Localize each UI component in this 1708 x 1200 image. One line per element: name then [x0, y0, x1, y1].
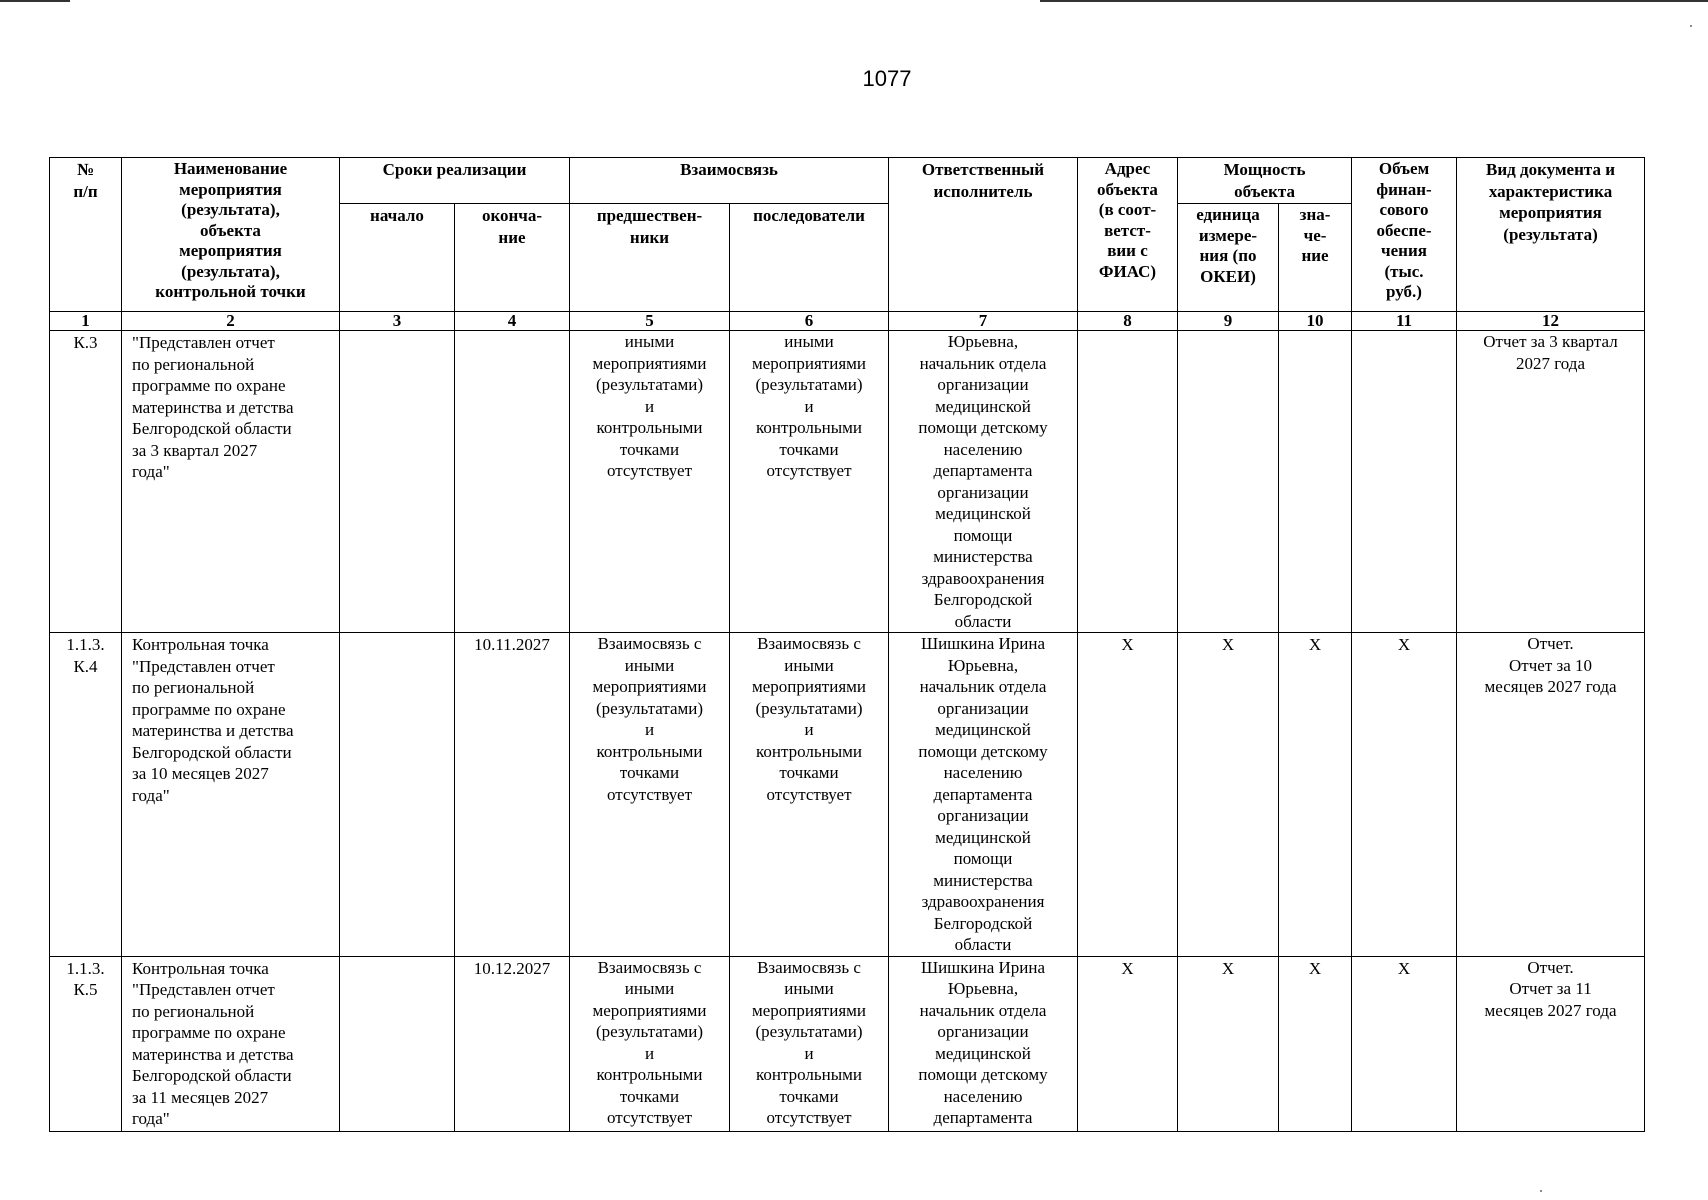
column-number: 5 [570, 312, 730, 331]
plan-table [49, 157, 1645, 1132]
row-document: Отчет. Отчет за 10 месяцев 2027 года [1457, 633, 1645, 957]
header-capacity: Мощность объекта [1178, 158, 1352, 204]
page-number: 1077 [862, 66, 912, 91]
row-responsible: Шишкина Ирина Юрьевна, начальник отдела организации медицинской помощи детскому населению департамента [889, 956, 1078, 1131]
row-value: X [1279, 633, 1352, 957]
column-number: 8 [1078, 312, 1178, 331]
row-value: X [1279, 956, 1352, 1131]
header-unit: единица измере- ния (по ОКЕИ) [1178, 204, 1279, 312]
row-address [1078, 331, 1178, 633]
header-predecessors: предшествен- ники [570, 204, 730, 312]
row-end [455, 331, 570, 633]
column-number: 7 [889, 312, 1078, 331]
column-number: 3 [340, 312, 455, 331]
column-number: 2 [122, 312, 340, 331]
row-unit: X [1178, 633, 1279, 957]
row-predecessors: Взаимосвязь с иными мероприятиями (результатами) и контрольными точками отсутствует [570, 956, 730, 1131]
header-number: № п/п [50, 158, 122, 312]
header-terms: Сроки реализации [340, 158, 570, 204]
row-predecessors: иными мероприятиями (результатами) и контрольными точками отсутствует [570, 331, 730, 633]
header-links: Взаимосвязь [570, 158, 889, 204]
row-unit: X [1178, 956, 1279, 1131]
row-value [1279, 331, 1352, 633]
header-value: зна- че- ние [1279, 204, 1352, 312]
row-finance [1352, 331, 1457, 633]
row-successors: Взаимосвязь с иными мероприятиями (результатами) и контрольными точками отсутствует [730, 633, 889, 957]
header-end: оконча- ние [455, 204, 570, 312]
column-number: 4 [455, 312, 570, 331]
header-address: Адрес объекта (в соот- ветст- вии с ФИАС) [1078, 158, 1178, 312]
row-start [340, 331, 455, 633]
header-start: начало [340, 204, 455, 312]
row-number: 1.1.3. К.4 [50, 633, 122, 957]
row-finance: X [1352, 633, 1457, 957]
column-number: 10 [1279, 312, 1352, 331]
row-predecessors: Взаимосвязь с иными мероприятиями (результатами) и контрольными точками отсутствует [570, 633, 730, 957]
row-start [340, 956, 455, 1131]
row-document: Отчет. Отчет за 11 месяцев 2027 года [1457, 956, 1645, 1131]
row-name: "Представлен отчет по региональной программе по охране материнства и детства Белгородской области за 3 квартал 2027 года" [122, 331, 340, 633]
column-number: 12 [1457, 312, 1645, 331]
row-start [340, 633, 455, 957]
row-responsible: Шишкина Ирина Юрьевна, начальник отдела организации медицинской помощи детскому населению департамента организации медицинской помощи министерства здравоохранения Белгородской области [889, 633, 1078, 957]
table-row [50, 633, 1645, 957]
scan-speck [1690, 25, 1692, 27]
row-address: X [1078, 633, 1178, 957]
row-end: 10.12.2027 [455, 956, 570, 1131]
scan-edge-line [0, 0, 70, 2]
column-number-row [50, 312, 1645, 331]
row-number: К.3 [50, 331, 122, 633]
table-row [50, 331, 1645, 633]
row-number: 1.1.3. К.5 [50, 956, 122, 1131]
row-successors: иными мероприятиями (результатами) и контрольными точками отсутствует [730, 331, 889, 633]
row-name: Контрольная точка "Представлен отчет по региональной программе по охране материнства и детства Белгородской области за 11 месяцев 2027 года" [122, 956, 340, 1131]
column-number: 11 [1352, 312, 1457, 331]
row-finance: X [1352, 956, 1457, 1131]
row-address: X [1078, 956, 1178, 1131]
header-finance: Объем финан- сового обеспе- чения (тыс. руб.) [1352, 158, 1457, 312]
row-responsible: Юрьевна, начальник отдела организации медицинской помощи детскому населению департамента организации медицинской помощи министерства здравоохранения Белгородской области [889, 331, 1078, 633]
table-row [50, 956, 1645, 1131]
header-responsible: Ответственный исполнитель [889, 158, 1078, 312]
row-unit [1178, 331, 1279, 633]
column-number: 1 [50, 312, 122, 331]
row-document: Отчет за 3 квартал 2027 года [1457, 331, 1645, 633]
column-number: 9 [1178, 312, 1279, 331]
row-end: 10.11.2027 [455, 633, 570, 957]
header-document: Вид документа и характеристика мероприятия (результата) [1457, 158, 1645, 312]
header-row [50, 158, 1645, 204]
scan-speck [1540, 1190, 1542, 1192]
header-name: Наименование мероприятия (результата), объекта мероприятия (результата), контрольной точки [122, 158, 340, 312]
column-number: 6 [730, 312, 889, 331]
row-successors: Взаимосвязь с иными мероприятиями (результатами) и контрольными точками отсутствует [730, 956, 889, 1131]
header-successors: последователи [730, 204, 889, 312]
scan-edge-line [1040, 0, 1708, 2]
row-name: Контрольная точка "Представлен отчет по региональной программе по охране материнства и детства Белгородской области за 10 месяцев 2027 года" [122, 633, 340, 957]
